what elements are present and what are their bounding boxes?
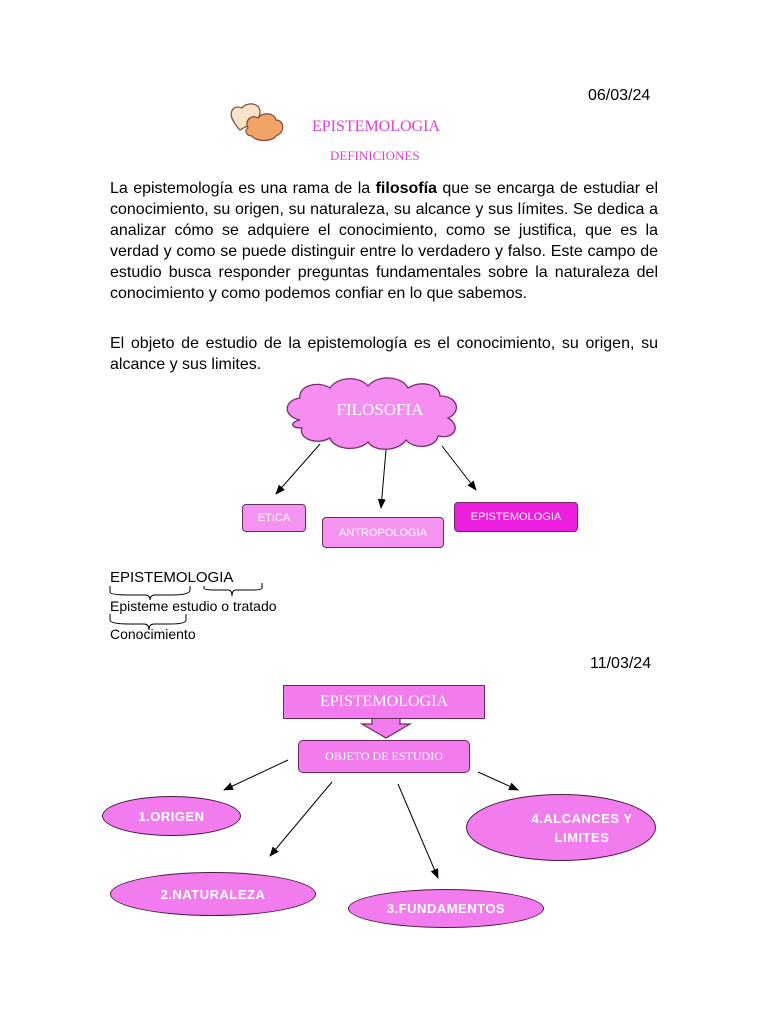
ellipse-origen: 1.ORIGEN: [102, 796, 241, 836]
node-antropologia: ANTROPOLOGIA: [322, 517, 444, 548]
ellipse-fundamentos: 3.FUNDAMENTOS: [348, 889, 544, 928]
arrow-to-alcances: [478, 772, 518, 790]
cloud-label: FILOSOFIA: [336, 400, 424, 419]
etymology-line-3: Conocimiento: [110, 626, 196, 642]
bold-term: filosofía: [375, 180, 437, 197]
node-epistemologia: EPISTEMOLOGIA: [454, 502, 578, 532]
date-2: 11/03/24: [590, 655, 652, 672]
node-etica: ETICA: [242, 504, 306, 532]
etymology-line-2: Episteme estudio o tratado: [110, 598, 277, 614]
arrow-to-origen: [224, 760, 288, 790]
definition-paragraph: La epistemología es una rama de la filosofía que se encarga de estudiar el conocimiento, su origen, su naturaleza, su alcance y sus límites. Se dedica a analizar cómo se adquiere el conocimiento, como se justifica, que es la verdad y como se puede distinguir entre lo verdadero y falso. Este campo de estudio busca responder preguntas fundamentales sobre la naturaleza del conocimiento y como podemos confiar en lo que sabemos.: [110, 180, 658, 302]
arrow-to-naturaleza: [270, 782, 332, 856]
down-arrow-shape: [362, 718, 410, 738]
etymology-word: EPISTEMOLOGIA: [110, 569, 234, 586]
date-1: 06/03/24: [588, 87, 651, 104]
root-epistemologia: EPISTEMOLOGIA: [283, 685, 485, 719]
page-title: EPISTEMOLOGIA: [312, 118, 440, 135]
ellipse-naturaleza: 2.NATURALEZA: [110, 872, 316, 916]
arrow-to-fundamentos: [398, 784, 438, 878]
ellipse-alcances-limites: 4.ALCANCES Y LIMITES: [466, 794, 656, 861]
node-objeto-de-estudio: OBJETO DE ESTUDIO: [298, 740, 470, 773]
object-paragraph: El objeto de estudio de la epistemología es el conocimiento, su origen, su alcance y sus limites.: [110, 335, 658, 373]
page-subtitle: DEFINICIONES: [330, 148, 420, 163]
